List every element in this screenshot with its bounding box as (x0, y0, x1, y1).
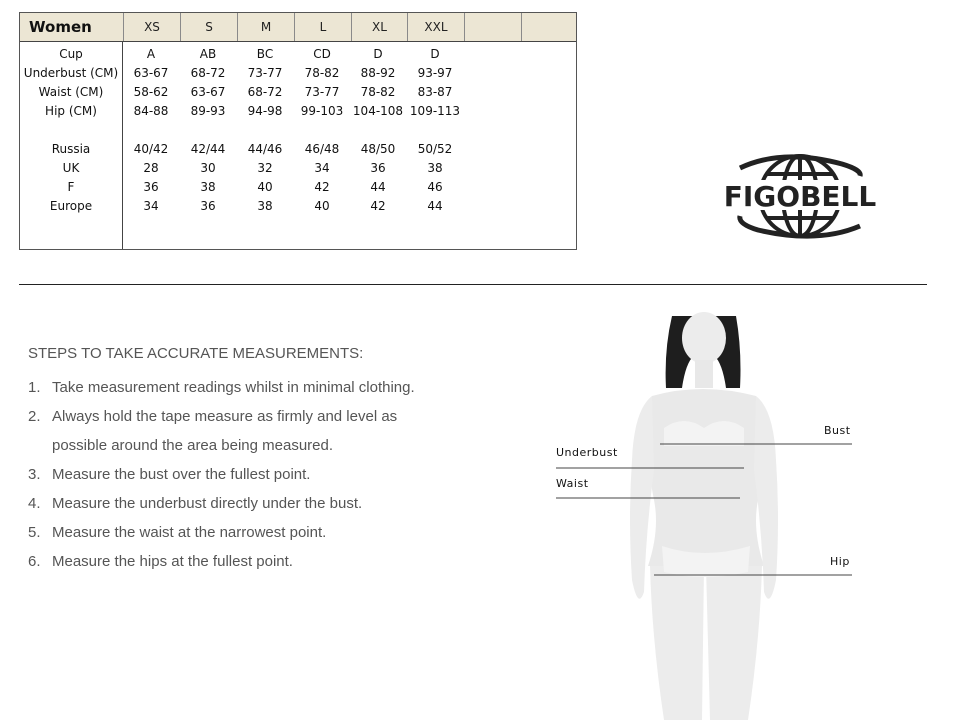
row-label: Waist (CM) (38, 85, 104, 99)
step-text: Measure the waist at the narrowest point. (52, 524, 327, 541)
size-chart-table (19, 12, 577, 250)
table-cell: 48/50 (360, 142, 396, 156)
instruction-step (28, 373, 508, 402)
table-cell: 38 (427, 161, 443, 175)
size-header-cell (464, 13, 521, 41)
size-chart-header-label: Women (29, 18, 92, 36)
table-cell: 68-72 (190, 66, 226, 80)
step-text: possible around the area being measured. (52, 437, 334, 454)
table-cell: 78-82 (360, 85, 396, 99)
table-cell: 99-103 (300, 104, 344, 118)
table-cell: 38 (257, 199, 273, 213)
table-cell: 44 (427, 199, 443, 213)
step-number: 2. (28, 408, 41, 425)
row-label: Hip (CM) (45, 104, 97, 118)
table-cell: 68-72 (247, 85, 283, 99)
table-cell: 78-82 (304, 66, 340, 80)
table-row (20, 197, 576, 216)
step-text: Measure the hips at the fullest point. (52, 553, 293, 570)
figobell-logo (722, 150, 878, 242)
table-row (20, 159, 576, 178)
table-cell: 40/42 (133, 142, 169, 156)
instruction-step (28, 489, 508, 518)
size-header-cell: S (180, 13, 237, 41)
size-header-cell: M (237, 13, 294, 41)
size-header-cell: XL (351, 13, 407, 41)
table-cell: 73-77 (304, 85, 340, 99)
size-header-cell: XXL (407, 13, 464, 41)
size-chart-header-row (20, 13, 576, 42)
step-number: 1. (28, 379, 41, 396)
table-cell: 42 (314, 180, 330, 194)
measurement-instructions (28, 344, 508, 576)
size-header-cell (521, 13, 577, 41)
table-cell: 73-77 (247, 66, 283, 80)
table-cell: 40 (314, 199, 330, 213)
table-cell: 36 (200, 199, 216, 213)
table-cell: 36 (370, 161, 386, 175)
instruction-step (28, 402, 508, 460)
step-text: Always hold the tape measure as firmly and level as (52, 408, 398, 425)
section-divider (19, 284, 927, 285)
row-label: Europe (49, 199, 93, 213)
table-row (20, 102, 576, 121)
table-cell: 38 (200, 180, 216, 194)
bust-label: Bust (824, 424, 851, 437)
table-cell: 109-113 (409, 104, 461, 118)
hip-label: Hip (830, 555, 850, 568)
instruction-step (28, 518, 508, 547)
table-cell: 84-88 (133, 104, 169, 118)
step-number: 6. (28, 553, 41, 570)
table-cell: 44 (370, 180, 386, 194)
instruction-step (28, 547, 508, 576)
table-cell: 89-93 (190, 104, 226, 118)
brand-name: FIGOBELL (723, 180, 877, 213)
table-cell: 88-92 (360, 66, 396, 80)
table-cell: 50/52 (417, 142, 453, 156)
table-cell: AB (199, 47, 217, 61)
table-cell: 63-67 (190, 85, 226, 99)
table-cell: 44/46 (247, 142, 283, 156)
table-row (20, 64, 576, 83)
step-text: Measure the underbust directly under the bust. (52, 495, 363, 512)
row-label: UK (62, 161, 80, 175)
table-cell: 36 (143, 180, 159, 194)
table-cell: A (146, 47, 156, 61)
table-cell: 104-108 (352, 104, 404, 118)
table-cell: 34 (314, 161, 330, 175)
table-cell: 46 (427, 180, 443, 194)
female-silhouette-icon (552, 310, 862, 720)
step-number: 4. (28, 495, 41, 512)
row-label: Russia (51, 142, 91, 156)
table-cell: 42/44 (190, 142, 226, 156)
step-number: 3. (28, 466, 41, 483)
size-header-cell: XS (123, 13, 180, 41)
instruction-step (28, 460, 508, 489)
table-cell: 93-97 (417, 66, 453, 80)
table-cell: 83-87 (417, 85, 453, 99)
waist-label: Waist (556, 477, 589, 490)
table-row (20, 83, 576, 102)
table-cell: 40 (257, 180, 273, 194)
table-cell: 63-67 (133, 66, 169, 80)
step-text: Take measurement readings whilst in minimal clothing. (52, 379, 415, 396)
row-label: Underbust (CM) (23, 66, 119, 80)
table-cell: 58-62 (133, 85, 169, 99)
table-cell: CD (313, 47, 331, 61)
table-row (20, 45, 576, 64)
table-cell: BC (256, 47, 274, 61)
row-label: Cup (59, 47, 83, 61)
body-measurement-figure (552, 310, 862, 720)
table-cell: 46/48 (304, 142, 340, 156)
table-cell: 42 (370, 199, 386, 213)
table-cell: 28 (143, 161, 159, 175)
underbust-label: Underbust (556, 446, 618, 459)
table-cell: 34 (143, 199, 159, 213)
step-text: Measure the bust over the fullest point. (52, 466, 311, 483)
row-label: F (67, 180, 75, 194)
size-header-cell: L (294, 13, 351, 41)
table-row (20, 140, 576, 159)
table-cell: 32 (257, 161, 273, 175)
instructions-heading: STEPS TO TAKE ACCURATE MEASUREMENTS: (28, 345, 364, 362)
table-row (20, 178, 576, 197)
table-cell: D (430, 47, 440, 61)
table-cell: 30 (200, 161, 216, 175)
step-number: 5. (28, 524, 41, 541)
table-cell: D (373, 47, 383, 61)
table-cell: 94-98 (247, 104, 283, 118)
